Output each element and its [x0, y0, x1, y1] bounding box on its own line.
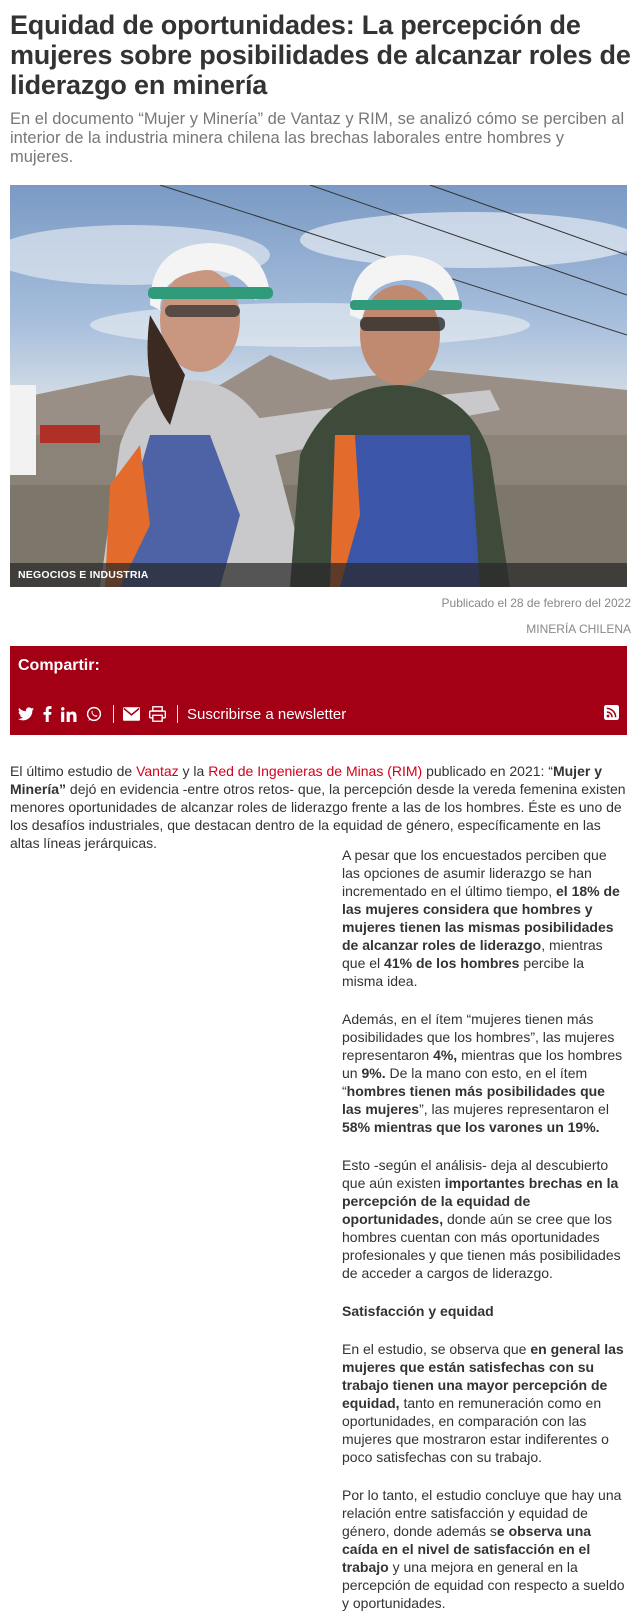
article-subtitle: En el documento “Mujer y Minería” de Vantaz y RIM, se analizó cómo se perciben al interior de la industria minera chilena las brechas laborales entre hombres y mujeres. — [10, 110, 625, 166]
rim-link[interactable]: Red de Ingenieras de Minas (RIM) — [208, 763, 423, 779]
whatsapp-icon[interactable] — [86, 705, 102, 723]
source-label: MINERÍA CHILENA — [526, 622, 631, 636]
body-paragraph-4: En el estudio, se observa que en general las mujeres que están satisfechas con su trabajo tienen una mayor percepción de equidad, tanto en remuneración como en oportunidades, en comparación con las mujeres que mostraron estar indiferentes o poco satisfechas con su trabajo. — [342, 1341, 624, 1465]
section-heading: Satisfacción y equidad — [342, 1303, 494, 1319]
share-divider-2 — [177, 705, 178, 723]
share-bar — [10, 646, 627, 735]
body-paragraph-5: Por lo tanto, el estudio concluye que hay una relación entre satisfacción y equidad de género, donde además se observa una caída en el nivel de satisfacción en el trabajo y una mejora en general en la percepción de equidad con respecto a sueldo y oportunidades. — [342, 1487, 625, 1611]
share-divider — [113, 705, 114, 723]
article — [10, 0, 631, 852]
mail-icon[interactable] — [123, 705, 140, 723]
newsletter-link[interactable]: Suscribirse a newsletter — [187, 705, 347, 723]
share-icons-row — [18, 704, 346, 724]
body-paragraph-2: Además, en el ítem “mujeres tienen más posibilidades que los hombres”, las mujeres representaron 4%, mientras que los hombres un 9%. De la mano con esto, en el ítem “hombres tienen más posibilidades que las mujeres”, las mujeres representaron el 58% mientras que los varones un 19%. — [342, 1011, 623, 1135]
body-paragraph-3: Esto -según el análisis- deja al descubierto que aún existen importantes brechas en la percepción de la equidad de oportunidades, donde aún se cree que los hombres cuentan con más oportunidades profesionales y que tienen más posibilidades de acceder a cargos de liderazgo. — [342, 1157, 621, 1281]
hero-image — [10, 185, 627, 587]
twitter-icon[interactable] — [18, 705, 34, 723]
linkedin-icon[interactable] — [61, 705, 77, 723]
publish-date: Publicado el 28 de febrero del 2022 — [441, 596, 631, 610]
rss-icon[interactable] — [604, 705, 619, 725]
facebook-icon[interactable] — [43, 705, 52, 723]
vantaz-link[interactable]: Vantaz — [136, 763, 179, 779]
article-title: Equidad de oportunidades: La percepción de mujeres sobre posibilidades de alcanzar roles de liderazgo en minería — [10, 10, 631, 100]
body-paragraph-1: A pesar que los encuestados perciben que las opciones de asumir liderazgo se han incrementado en el último tiempo, el 18% de las mujeres considera que hombres y mujeres tienen las mismas posibilidades de alcanzar roles de liderazgo, mientras que el 41% de los hombres percibe la misma idea. — [342, 847, 620, 989]
article-body-column — [342, 846, 627, 1621]
hero-photo-illustration — [10, 185, 627, 587]
share-title: Compartir: — [18, 657, 100, 674]
intro-paragraph: El último estudio de Vantaz y la Red de Ingenieras de Minas (RIM) publicado en 2021: “Mujer y Minería” dejó en evidencia -entre otros retos- que, la percepción desde la vereda femenina existen menores oportunidades de alcanzar roles de liderazgo frente a las de los hombres. Éste es uno de los desafíos industriales, que destacan dentro de la equidad de género, específicamente en las altas líneas jerárquicas. — [10, 763, 626, 851]
print-icon[interactable] — [149, 705, 166, 723]
category-tag[interactable]: NEGOCIOS E INDUSTRIA — [10, 563, 627, 587]
